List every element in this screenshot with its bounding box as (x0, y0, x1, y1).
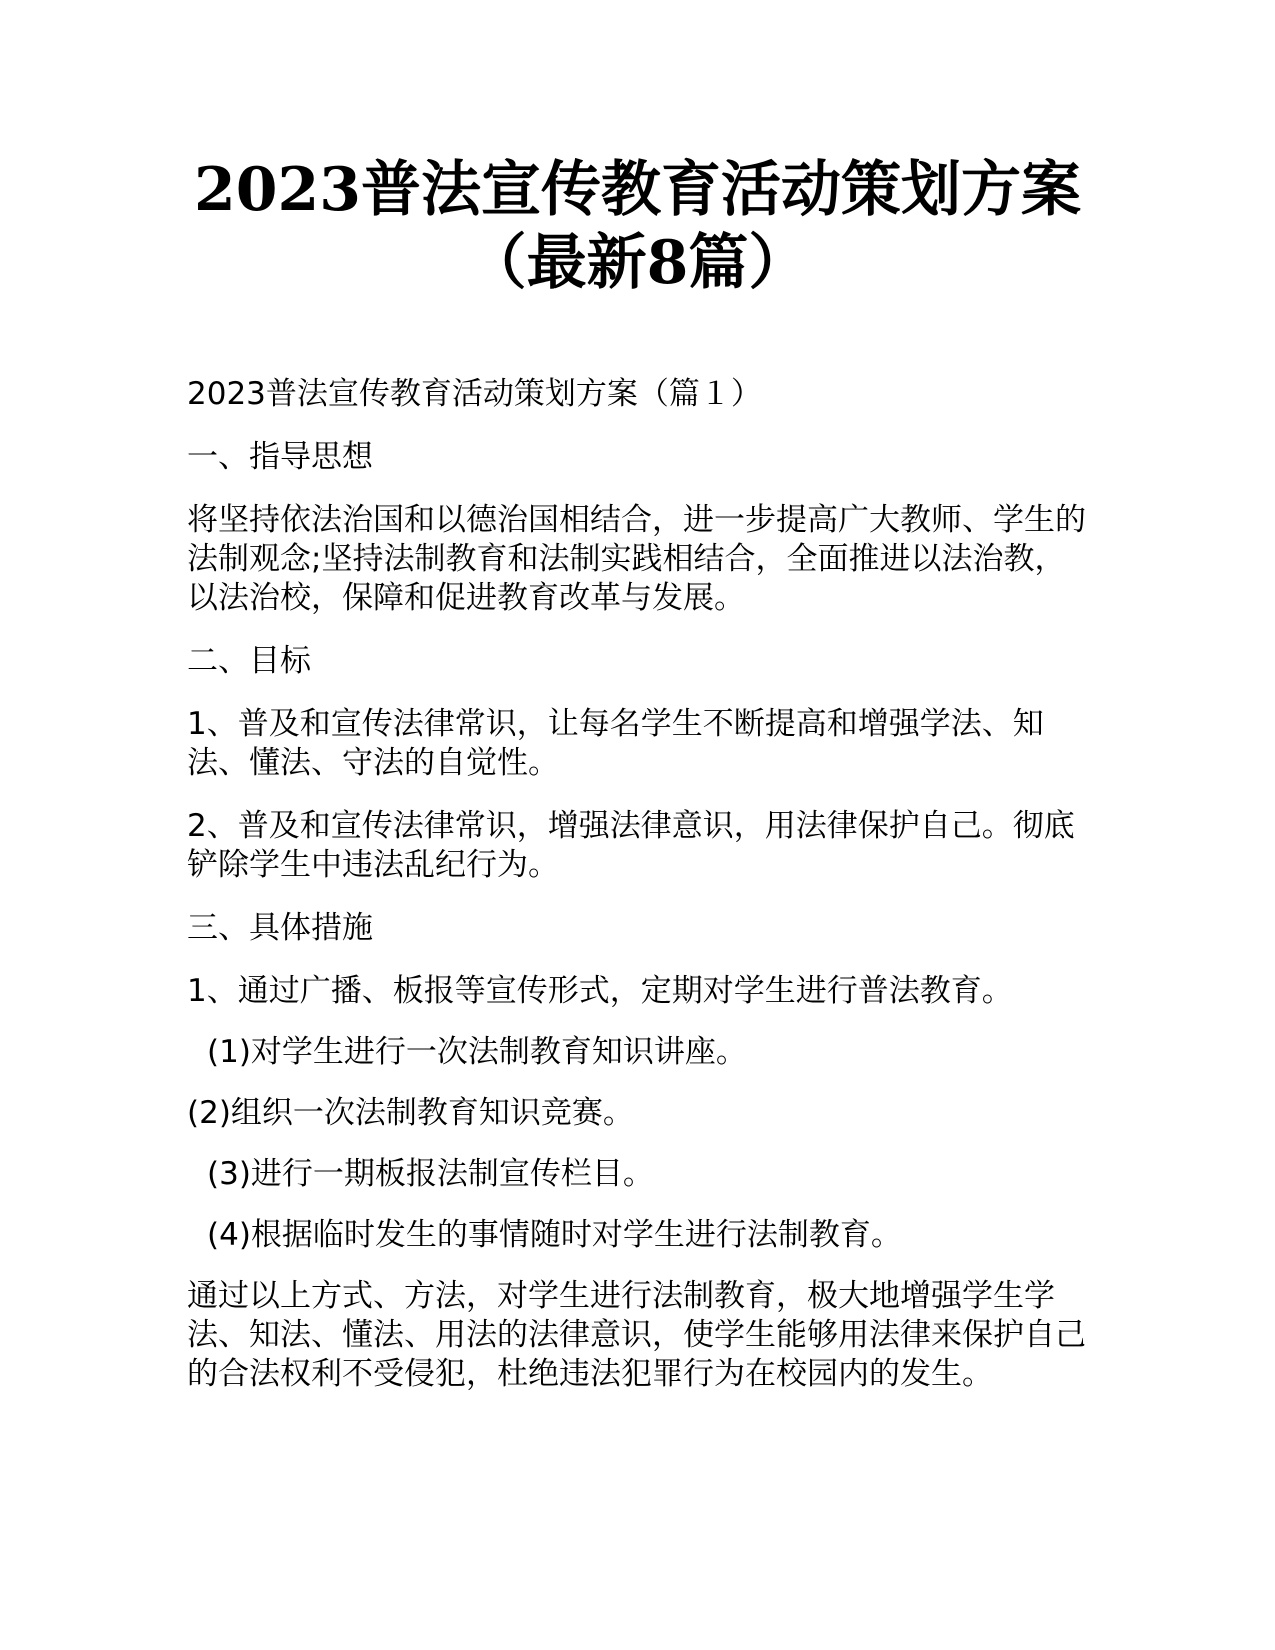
document-title-line-2: （最新8篇） (466, 228, 809, 298)
measure-subitem-4: (4)根据临时发生的事情随时对学生进行法制教育。 (207, 1217, 902, 1253)
paragraph-conclusion: 通过以上方式、方法，对学生进行法制教育，极大地增强学生学法、知法、懂法、用法的法律意识，使学生能够用法律来保护自己的合法权利不受侵犯，杜绝违法犯罪行为在校园内的发生。 (187, 1278, 1086, 1392)
measure-subitem-1: (1)对学生进行一次法制教育知识讲座。 (207, 1034, 747, 1070)
paragraph-guiding-ideology: 将坚持依法治国和以德治国相结合，进一步提高广大教师、学生的法制观念;坚持法制教育和法制实践相结合，全面推进以法治教，以法治校，保障和促进教育改革与发展。 (187, 502, 1086, 616)
measure-subitem-3: (3)进行一期板报法制宣传栏目。 (207, 1156, 654, 1192)
measure-item-1: 1、通过广播、板报等宣传形式，定期对学生进行普法教育。 (187, 973, 1013, 1009)
subheading-measures: 三、具体措施 (187, 910, 373, 946)
goal-item-1: 1、普及和宣传法律常识，让每名学生不断提高和增强学法、知法、懂法、守法的自觉性。 (187, 706, 1044, 781)
subheading-goals: 二、目标 (187, 643, 311, 679)
section-heading-part-1: 2023普法宣传教育活动策划方案（篇１） (187, 376, 762, 412)
measure-subitem-2: (2)组织一次法制教育知识竞赛。 (187, 1095, 634, 1131)
subheading-guiding-ideology: 一、指导思想 (187, 439, 373, 475)
goal-item-2: 2、普及和宣传法律常识，增强法律意识，用法律保护自己。彻底铲除学生中违法乱纪行为。 (187, 808, 1075, 883)
document-body (187, 375, 1087, 1418)
document-title-line-1: 2023普法宣传教育活动策划方案 (194, 155, 1081, 225)
